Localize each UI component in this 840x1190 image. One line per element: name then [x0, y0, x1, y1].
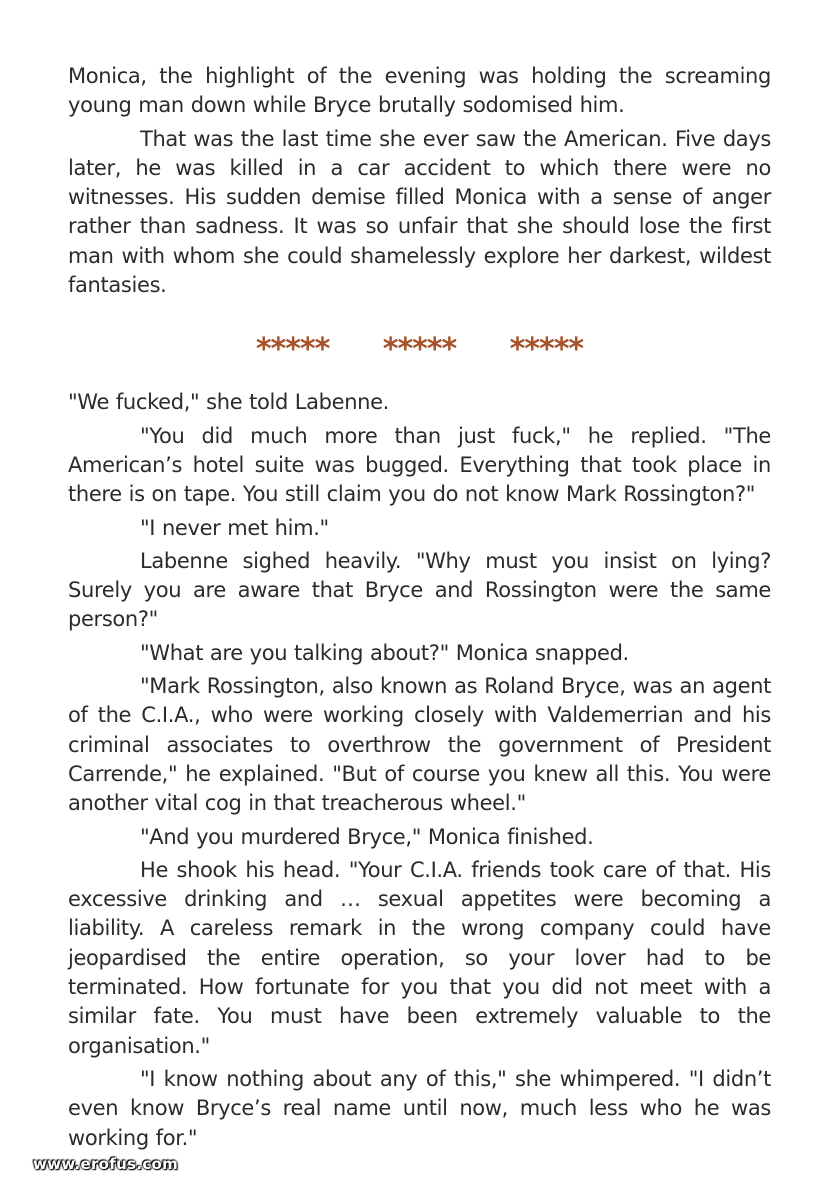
separator-stars: *****	[509, 332, 584, 368]
paragraph: That was the last time she ever saw the American. Five days later, he was killed in a car accident to which there were no witnesses. His sudden demise filled Monica with a sense of anger rather than sadness. It was so unfair that she should lose the first man with whom she could shamelessly explore her darkest, wildest fantasies.	[68, 126, 771, 298]
paragraph: He shook his head. "Your C.I.A. friends took care of that. His excessive drinking and … sexual appetites were becoming a liability. A careless remark in the wrong company could have jeopardised the entire operation, so your lover had to be terminated. How fortunate for you that you did not meet with a similar fate. You must have been extremely valuable to the organisation."	[68, 857, 771, 1058]
page-body	[68, 62, 771, 1153]
paragraph: "We fucked," she told Labenne.	[68, 390, 390, 415]
section-separator	[68, 330, 771, 370]
separator-stars: *****	[255, 332, 330, 368]
paragraph-continuation: Monica, the highlight of the evening was holding the screaming young man down while Bryce brutally sodomised him.	[68, 64, 771, 118]
paragraph: "I never met him."	[140, 515, 329, 540]
paragraph: Labenne sighed heavily. "Why must you insist on lying? Surely you are aware that Bryce and Rossington were the same person?"	[68, 548, 771, 632]
paragraph: "What are you talking about?" Monica snapped.	[140, 640, 629, 665]
paragraph: "I know nothing about any of this," she whimpered. "I didn’t even know Bryce’s real name until now, much less who he was working for."	[68, 1066, 771, 1150]
paragraph: "Mark Rossington, also known as Roland Bryce, was an agent of the C.I.A., who were working closely with Valdemerrian and his criminal associates to overthrow the government of President Carrende," he explained. "But of course you knew all this. You were another vital cog in that treacherous wheel."	[68, 674, 771, 816]
paragraph: "You did much more than just fuck," he replied. "The American’s hotel suite was bugged. Everything that took place in there is on tape. You still claim you do not know Mark Rossington?"	[68, 423, 771, 507]
separator-stars: *****	[382, 332, 457, 368]
watermark: www.erofus.com	[33, 1155, 179, 1173]
paragraph: "And you murdered Bryce," Monica finished.	[140, 824, 594, 849]
